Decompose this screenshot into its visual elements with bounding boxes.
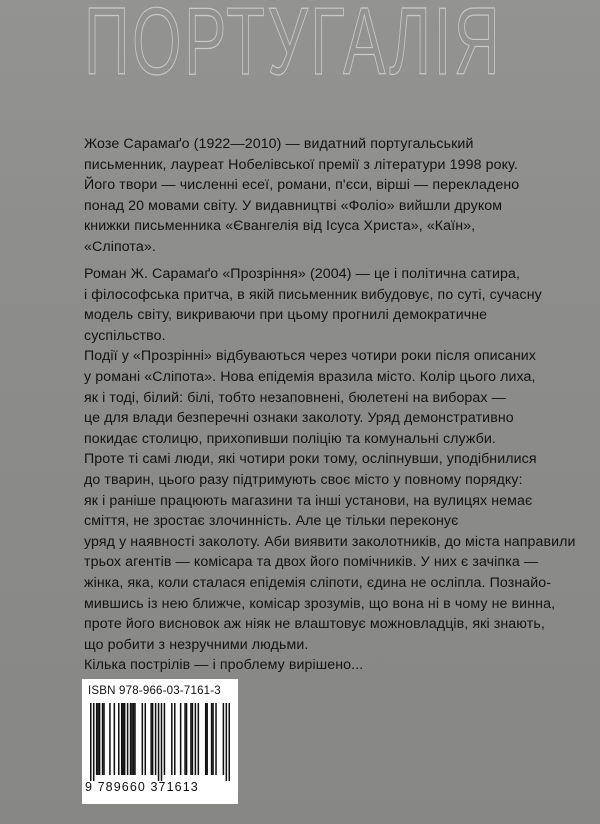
novel-description-line: це для влади безперечні ознаки заколоту. Уряд демонстративно	[84, 410, 514, 427]
novel-description-line: уряд у наявності заколоту. Аби виявити заколотників, до міста направили	[84, 533, 576, 550]
barcode-bar	[223, 703, 225, 775]
novel-description-line: і філософська притча, в якій письменник вибудовує, по суті, сучасну	[84, 286, 542, 303]
barcode-bar	[164, 703, 166, 775]
barcode-bar	[142, 703, 144, 775]
barcode-bar	[134, 703, 136, 775]
barcode-bars	[90, 703, 230, 781]
barcode-bar	[102, 703, 104, 775]
barcode-bar	[133, 703, 135, 775]
author-bio-line: книжки письменника «Євангелія від Ісуса Христа», «Каїн»,	[84, 218, 476, 235]
barcode-bar	[229, 703, 230, 781]
barcode-bar	[206, 703, 208, 775]
barcode-bar	[186, 703, 188, 775]
barcode-bar	[109, 703, 111, 775]
novel-description-line: Проте ті самі люди, які чотири роки тому, осліпнувши, уподібнилися	[84, 451, 537, 468]
novel-description-line: до тварин, цього разу підтримують своє місто у повному порядку:	[84, 471, 523, 488]
novel-description-line: у романі «Сліпота». Нова епідемія вразила місто. Колір цього лиха,	[84, 368, 536, 385]
novel-description-line: Події у «Прозрінні» відбуваються через чотири роки після описаних	[84, 348, 536, 365]
barcode-bar	[226, 703, 228, 781]
novel-description	[84, 264, 584, 676]
barcode-bar	[152, 703, 154, 775]
barcode-bar	[192, 703, 194, 775]
barcode-bar	[174, 703, 176, 775]
novel-description-line: суспільство.	[84, 327, 166, 344]
novel-description-line: трьох агентів — комісара та двох його помічників. У них є зачіпка —	[84, 554, 539, 571]
novel-description-line: як і раніше працюють магазини та інші установи, на вулицях немає	[84, 492, 533, 509]
barcode-bar	[184, 703, 186, 775]
novel-description-line: проте його висновок аж ніяк не влаштовує можновладців, які знають,	[84, 616, 545, 633]
novel-description-line: модель світу, викриваючи при цьому прогнилі демократичне	[84, 307, 488, 324]
barcode-bar	[131, 703, 133, 775]
novel-description-line: сміття, не зростає злочинність. Але це тільки переконує	[84, 513, 459, 530]
barcode-bar	[96, 703, 98, 775]
author-bio-line: понад 20 мовами світу. У видавництві «Фоліо» вийшли друком	[84, 197, 503, 214]
barcode-bar	[215, 703, 217, 775]
novel-description-line: Роман Ж. Сарамаґо «Прозріння» (2004) — це і політична сатира,	[84, 266, 521, 282]
author-bio-line: письменник, лауреат Нобелівської премії з літератури 1998 року.	[84, 156, 518, 173]
barcode-bar	[205, 703, 207, 775]
barcode-bar	[118, 703, 120, 775]
barcode-bar	[211, 703, 213, 775]
author-bio	[84, 134, 584, 258]
barcode-digits: 9 789660 371613	[85, 780, 199, 794]
barcode-bar	[99, 703, 101, 775]
barcode-bar	[171, 703, 173, 775]
barcode-bar	[161, 703, 163, 781]
barcode-bar	[127, 703, 129, 775]
isbn-number: ISBN 978-966-03-7161-3	[88, 685, 221, 697]
barcode-bar	[150, 703, 152, 775]
barcode-bar	[90, 703, 92, 781]
barcode-bar	[198, 703, 200, 775]
barcode-bar	[103, 703, 105, 775]
novel-description-line: як і тоді, білий: білі, тобто незаповнені, бюлетені на виборах —	[84, 389, 506, 406]
barcode-bar	[190, 703, 192, 775]
author-bio-line: Жозе Сарамаґо (1922—2010) — видатний португальський	[84, 136, 474, 152]
novel-description-line: що робити з незручними людьми.	[84, 636, 309, 653]
author-bio-line: «Сліпота».	[84, 238, 156, 255]
series-title: ПОРТУГАЛІЯ	[84, 0, 503, 95]
novel-description-line: Кілька пострілів — і проблему вирішено...	[84, 657, 364, 674]
isbn-barcode-label	[82, 679, 238, 804]
barcode-bar	[195, 703, 197, 775]
barcode-bar	[155, 703, 157, 775]
barcode-bar	[93, 703, 95, 781]
barcode-bar	[97, 703, 99, 775]
barcode-bar	[130, 703, 132, 775]
barcode-bar	[212, 703, 214, 775]
barcode-bar	[122, 703, 124, 775]
barcode-bar	[180, 703, 182, 775]
author-bio-line: Його твори — численні есеї, романи, п'єси, вірші — перекладено	[84, 177, 520, 194]
barcode-bar	[121, 703, 123, 775]
barcode-bar	[145, 703, 147, 775]
novel-description-line: покидає столицю, прихопивши поліцію та комунальні служби.	[84, 430, 496, 447]
barcode-bar	[124, 703, 126, 775]
barcode-bar	[158, 703, 160, 781]
barcode-bar	[114, 703, 116, 775]
novel-description-line: мившись із нею ближче, комісар зрозумів, що вона ні в чому не винна,	[84, 595, 556, 612]
novel-description-line: жінка, яка, коли сталася епідемія сліпоти, єдина не осліпла. Познайо-	[84, 574, 552, 591]
